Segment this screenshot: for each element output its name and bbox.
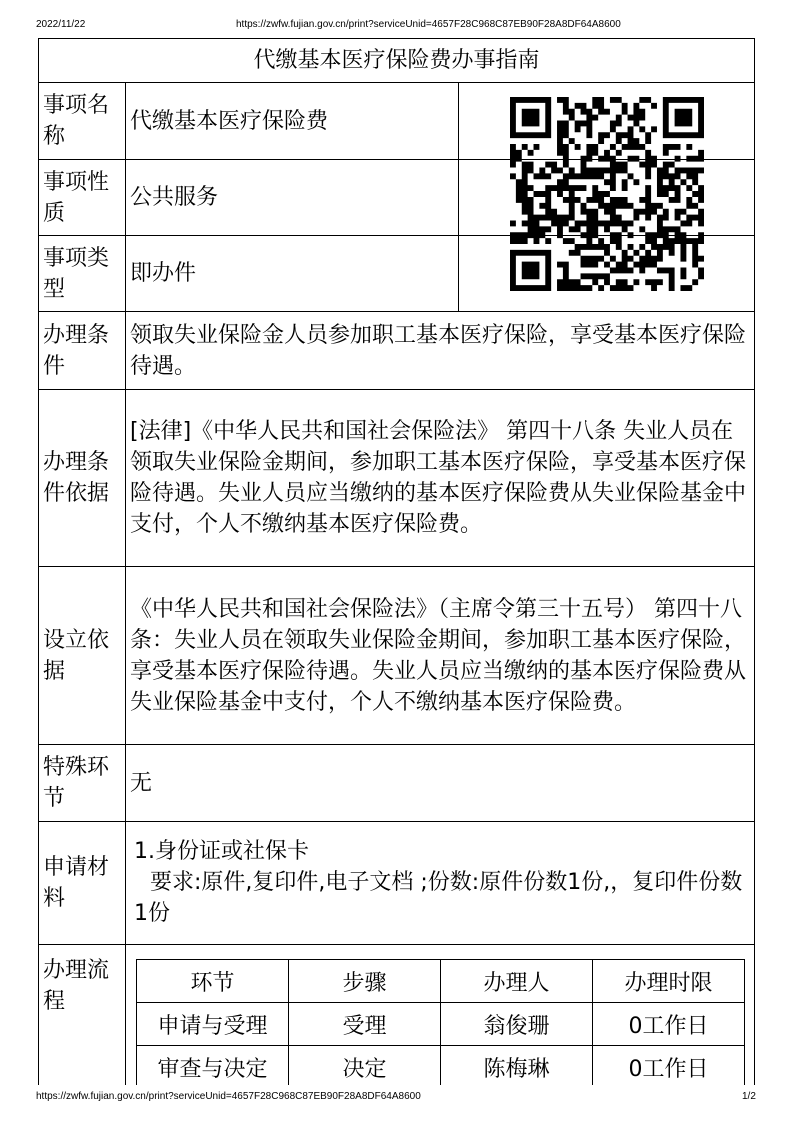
row-label: 特殊环节 <box>39 745 126 821</box>
process-cell: 0工作日 <box>593 1003 745 1046</box>
row-label: 事项性质 <box>39 160 126 235</box>
material-requirement: 要求:原件,复印件,电子文档 ;份数:原件份数1份,，复印件份数1份 <box>134 870 743 926</box>
service-guide-table <box>38 38 755 1085</box>
guide-title: 代缴基本医疗保险费办事指南 <box>39 39 754 83</box>
row-label: 事项类型 <box>39 236 126 311</box>
row-special-steps <box>39 745 754 822</box>
process-cell: 决定 <box>289 1046 441 1086</box>
row-label: 事项名称 <box>39 83 126 159</box>
row-conditions <box>39 312 754 390</box>
row-process <box>39 945 754 1085</box>
row-label: 办理流程 <box>39 945 126 1085</box>
process-cell: 陈梅琳 <box>441 1046 593 1086</box>
process-header-cell: 环节 <box>137 960 289 1003</box>
row-label: 设立依据 <box>39 567 126 744</box>
process-cell: 翁俊珊 <box>441 1003 593 1046</box>
qr-code-icon <box>510 97 704 291</box>
table-row <box>137 1003 745 1046</box>
process-cell: 受理 <box>289 1003 441 1046</box>
process-header-cell: 办理时限 <box>593 960 745 1003</box>
material-item: 1.身份证或社保卡 <box>134 839 309 864</box>
row-value: 《中华人民共和国社会保险法》（主席令第三十五号） 第四十八条：失业人员在领取失业保险金期间，参加职工基本医疗保险，享受基本医疗保险待遇。失业人员应当缴纳的基本医疗保险费从失业保险基金中支付，个人不缴纳基本医疗保险费。 <box>130 596 747 715</box>
process-header-row <box>137 960 745 1003</box>
footer-url: https://zwfw.fujian.gov.cn/print?serviceUnid=4657F28C968C87EB90F28A8DF64A8600 <box>36 1091 421 1102</box>
table-row <box>137 1046 745 1086</box>
print-date: 2022/11/22 <box>36 19 86 30</box>
row-value: 领取失业保险金人员参加职工基本医疗保险，享受基本医疗保险待遇。 <box>130 322 747 379</box>
row-label: 办理条件依据 <box>39 390 126 566</box>
row-label: 申请材料 <box>39 822 126 944</box>
row-value: 公共服务 <box>130 185 219 210</box>
process-cell: 0工作日 <box>593 1046 745 1086</box>
row-label: 办理条件 <box>39 312 126 389</box>
process-table <box>136 959 745 1085</box>
materials-content <box>126 822 754 929</box>
row-condition-basis <box>39 390 754 567</box>
row-legal-basis <box>39 567 754 745</box>
row-value: 无 <box>130 770 153 796</box>
process-cell: 审查与决定 <box>137 1046 289 1086</box>
print-url: https://zwfw.fujian.gov.cn/print?serviceUnid=4657F28C968C87EB90F28A8DF64A8600 <box>236 19 621 30</box>
process-header-cell: 步骤 <box>289 960 441 1003</box>
row-value: 即办件 <box>130 261 197 286</box>
process-header-cell: 办理人 <box>441 960 593 1003</box>
row-value: [法律]《中华人民共和国社会保险法》 第四十八条 失业人员在领取失业保险金期间，参加职工基本医疗保险，享受基本医疗保险待遇。失业人员应当缴纳的基本医疗保险费从失业保险基金中支付，个人不缴纳基本医疗保险费。 <box>130 419 747 537</box>
row-materials <box>39 822 754 945</box>
page-number: 1/2 <box>742 1091 756 1102</box>
qr-code-cell <box>458 83 754 312</box>
process-cell: 申请与受理 <box>137 1003 289 1046</box>
row-value: 代缴基本医疗保险费 <box>130 108 329 134</box>
